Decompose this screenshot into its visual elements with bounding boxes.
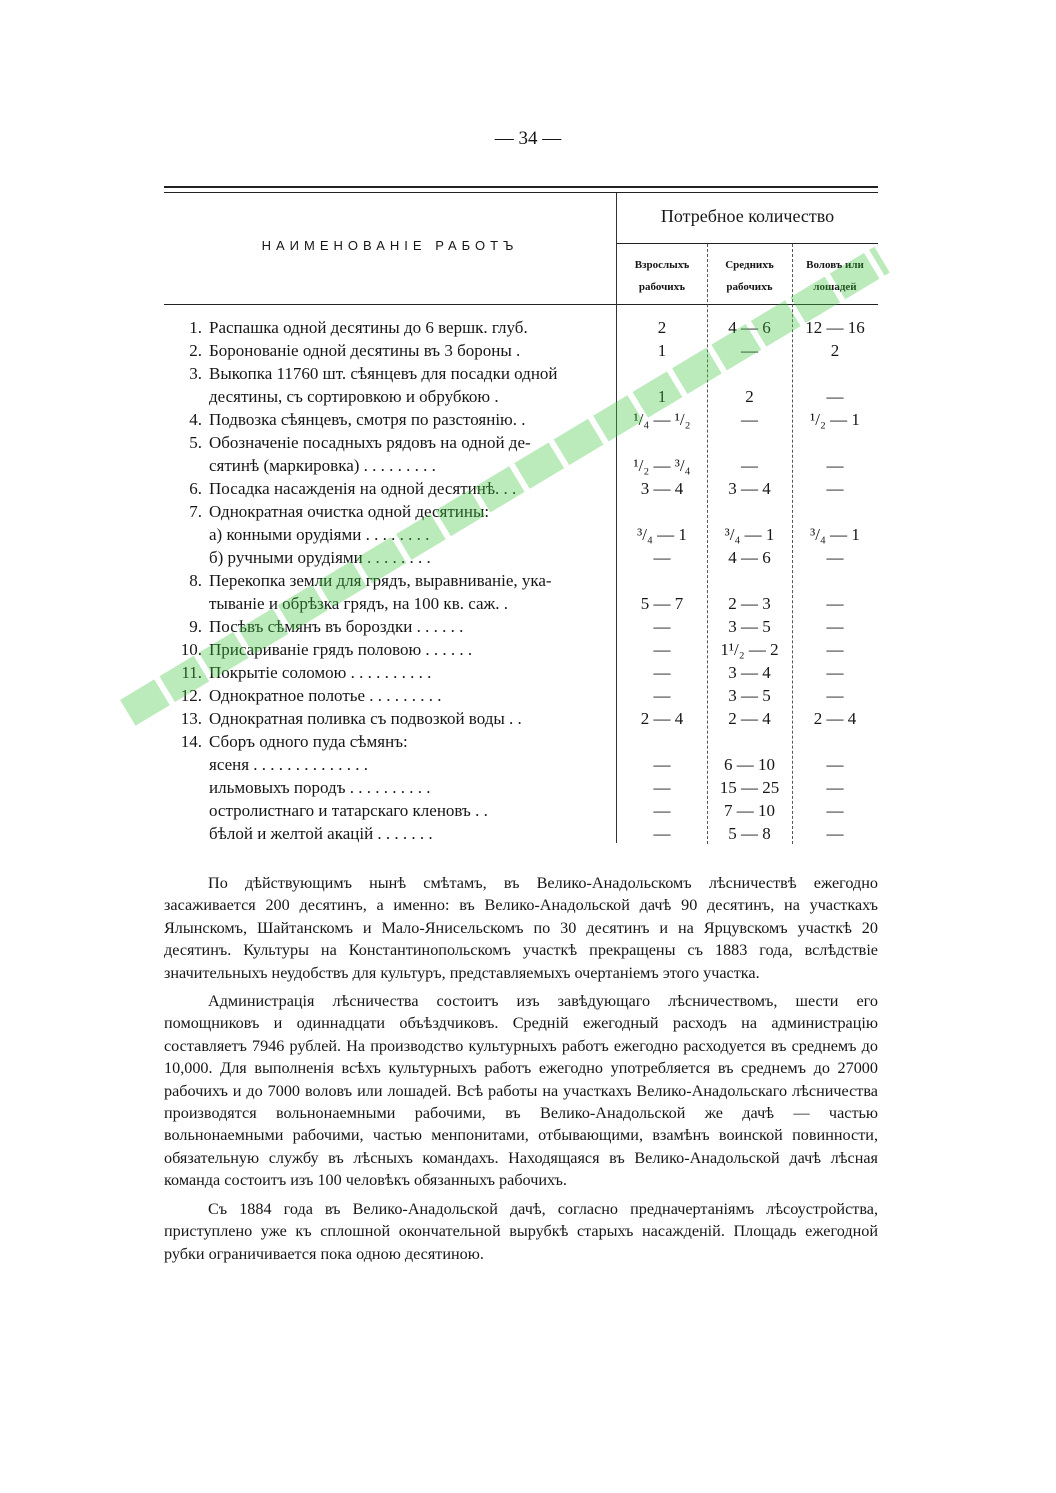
work-name-header: НАИМЕНОВАНІЕ РАБОТЪ [261, 238, 519, 253]
table-row [0, 339, 1056, 362]
oxen-horses-value: — [826, 663, 844, 682]
oxen-horses-header: Воловъ или лошадей [806, 259, 864, 293]
table-row [0, 776, 1056, 799]
table-row [0, 707, 1056, 730]
oxen-horses-value: — [826, 778, 844, 797]
adult-workers-value: 2 — 4 [640, 709, 684, 728]
table-row [0, 753, 1056, 776]
row-number: 11. [181, 663, 202, 682]
oxen-horses-value: — [826, 824, 844, 843]
adult-workers-value: — [653, 755, 671, 774]
middle-workers-value: 15 — 25 [719, 778, 780, 797]
work-name: Присариваніе грядъ половою . . . . . . [209, 640, 473, 659]
middle-workers-header: Среднихъ рабочихъ [725, 259, 774, 293]
paragraph: По дѣйствующимъ нынѣ смѣтамъ, въ Велико-Анадольскомъ лѣсничествѣ ежегодно засаживается 200 десятинъ, а именно: въ Велико-Анадольской дачѣ 90 десятинъ, на участкахъ Ялынскомъ, Шайтанскомъ и Мало-Янисельскомъ по 30 десятинъ и на Ярцувскомъ участкѣ 20 десятинъ. Культуры на Константинопольскомъ участкѣ прекращены съ 1883 года, вслѣдствіе значительныхъ неудобствъ для культуръ, представляемыхъ очертаніемъ этого участка. [164, 874, 878, 982]
middle-workers-value: 2 [745, 387, 754, 406]
body-text [164, 872, 878, 1271]
adult-workers-value: — [653, 801, 671, 820]
adult-workers-value: 3 — 4 [640, 479, 684, 498]
middle-workers-value: — [741, 456, 758, 475]
row-number: 14. [180, 732, 202, 751]
paragraph: Администрація лѣсничества состоитъ изъ завѣдующаго лѣсничествомъ, шести его помощниковъ и одиннадцати объѣздчиковъ. Средній ежегодный расходъ на администрацію составляетъ 7946 рублей. На производство культурныхъ работъ ежегодно расходуется въ среднемъ до 10,000. Для выполненія всѣхъ культурныхъ работъ ежегодно употребляется въ среднемъ до 27000 рабочихъ и до 7000 воловъ или лошадей. Всѣ работы на участкахъ Велико-Анадольскаго лѣсничества производятся вольнонаемными рабочими, въ Велико-Анадольской же дачѣ — частью вольнонаемными рабочими, частью менпонитами, отбывающими, взамѣнъ воинской повинности, обязательную службу въ лѣсныхъ командахъ. Находящаяся въ Велико-Анадольской дачѣ лѣсная команда состоитъ изъ 100 человѣкъ обязанныхъ рабочихъ. [164, 992, 878, 1190]
work-name: ильмовыхъ породъ . . . . . . . . . . [209, 778, 431, 797]
adult-workers-value: — [653, 686, 671, 705]
row-number: 7. [189, 502, 202, 521]
table-row [0, 477, 1056, 500]
oxen-horses-value: 2 — 4 [813, 709, 857, 728]
row-number: 2. [189, 341, 202, 360]
paragraph: Съ 1884 года въ Велико-Анадольской дачѣ, согласно предначертаніямъ лѣсоустройства, приступлено уже къ сплошной окончательной вырубкѣ старыхъ насажденій. Площадь ежегодной рубки ограничивается пока одною десятиною. [164, 1199, 878, 1263]
adult-workers-header: Взрослыхъ рабочихъ [634, 259, 690, 293]
row-number: 10. [180, 640, 202, 659]
row-number: 9. [189, 617, 202, 636]
adult-workers-value: 2 [657, 318, 667, 337]
oxen-horses-value: 12 — 16 [805, 318, 865, 337]
page-number: — 34 — [494, 128, 562, 149]
adult-workers-value: — [653, 640, 671, 659]
oxen-horses-value: — [826, 755, 844, 774]
required-quantity-header: Потребное количество [660, 206, 835, 226]
table-row [0, 431, 1056, 454]
row-number: 6. [189, 479, 202, 498]
row-number: 1. [189, 318, 202, 337]
work-name: остролистнаго и татарскаго кленовъ . . [209, 801, 488, 820]
middle-workers-value: 4 — 6 [728, 548, 771, 567]
work-name: Посѣвъ сѣмянъ въ бороздки . . . . . . [209, 617, 464, 636]
row-number: 12. [180, 686, 202, 705]
work-name: Распашка одной десятины до 6 вершк. глуб. [209, 318, 528, 337]
adult-workers-value: — [653, 824, 671, 843]
table-top-rule-thin [164, 192, 878, 193]
work-name: Покрытіе соломою . . . . . . . . . . [209, 663, 432, 682]
adult-workers-value: — [653, 778, 671, 797]
work-name: а) конными орудіями . . . . . . . . [209, 525, 430, 544]
adult-workers-value: 1 [657, 387, 667, 406]
table-body [0, 316, 1056, 845]
oxen-horses-value: — [826, 801, 844, 820]
middle-workers-value: 3 — 5 [728, 686, 771, 705]
table-row [0, 615, 1056, 638]
middle-workers-value: 2 — 3 [728, 594, 771, 613]
work-name: Однократная очистка одной десятины: [209, 502, 490, 521]
middle-workers-value: 6 — 10 [724, 755, 775, 774]
adult-workers-value: — [653, 548, 671, 567]
adult-workers-value: — [653, 617, 671, 636]
middle-workers-value: 7 — 10 [724, 801, 775, 820]
work-name: Однократное полотье . . . . . . . . . [209, 686, 442, 705]
table-row [0, 592, 1056, 615]
oxen-horses-value: — [826, 686, 844, 705]
row-number: 4. [189, 410, 202, 429]
work-name: десятины, съ сортировкою и обрубкою . [209, 387, 499, 406]
middle-workers-value: 3 — 4 [728, 479, 771, 498]
adult-workers-value: ³/₄ — 1 [637, 525, 687, 544]
work-name: Перекопка земли для грядъ, выравниваніе, ука- [209, 571, 552, 590]
table-row [0, 500, 1056, 523]
work-name: Обозначеніе посадныхъ рядовъ на одной де- [209, 433, 531, 452]
table-row [0, 546, 1056, 569]
table-row [0, 730, 1056, 753]
table-row [0, 316, 1056, 339]
work-name: сятинѣ (маркировка) . . . . . . . . . [209, 456, 436, 475]
table-row [0, 799, 1056, 822]
middle-workers-value: 4 — 6 [728, 318, 771, 337]
table-row [0, 385, 1056, 408]
middle-workers-value: 5 — 8 [728, 824, 771, 843]
table-row [0, 661, 1056, 684]
table-row [0, 569, 1056, 592]
table-row [0, 523, 1056, 546]
adult-workers-value: 1 [657, 341, 667, 360]
adult-workers-value: 5 — 7 [640, 594, 684, 613]
work-name: ясеня . . . . . . . . . . . . . . [209, 755, 369, 774]
work-name: Посадка насажденія на одной десятинѣ. . . [209, 479, 517, 498]
middle-workers-value: ³/₄ — 1 [724, 525, 775, 544]
work-name: бѣлой и желтой акацій . . . . . . . [209, 824, 433, 843]
row-number: 5. [189, 433, 202, 452]
table-row [0, 408, 1056, 431]
work-name: Однократная поливка съ подвозкой воды . . [209, 709, 522, 728]
oxen-horses-value: — [826, 594, 844, 613]
oxen-horses-value: — [826, 617, 844, 636]
table-top-rule [164, 186, 878, 188]
oxen-horses-value: — [826, 548, 844, 567]
middle-workers-value: 3 — 4 [728, 663, 771, 682]
oxen-horses-value: ³/₄ — 1 [810, 525, 860, 544]
subheader-rule [617, 243, 878, 244]
oxen-horses-value: 2 [830, 341, 840, 360]
table-row [0, 822, 1056, 845]
table-row [0, 638, 1056, 661]
middle-workers-value: — [741, 410, 758, 429]
oxen-horses-value: — [826, 456, 844, 475]
oxen-horses-value: ¹/₂ — 1 [810, 410, 860, 429]
oxen-horses-value: — [826, 479, 844, 498]
work-name: Подвозка сѣянцевъ, смотря по разстоянію. . [209, 410, 526, 429]
middle-workers-value: — [741, 341, 758, 360]
work-name: тываніе и обрѣзка грядъ, на 100 кв. саж. . [209, 594, 509, 613]
adult-workers-value: ¹/₄ — ¹/₂ [633, 410, 691, 429]
table-row [0, 362, 1056, 385]
row-number: 13. [180, 709, 202, 728]
adult-workers-value: — [653, 663, 671, 682]
table-header-rule [164, 304, 878, 305]
work-name: б) ручными орудіями . . . . . . . . [209, 548, 431, 567]
oxen-horses-value: — [826, 387, 844, 406]
work-name: Выкопка 11760 шт. сѣянцевъ для посадки одной [209, 364, 558, 383]
table-row [0, 454, 1056, 477]
work-name: Боронованіе одной десятины въ 3 бороны . [209, 341, 521, 360]
middle-workers-value: 2 — 4 [728, 709, 771, 728]
row-number: 3. [189, 364, 202, 383]
middle-workers-value: 3 — 5 [728, 617, 771, 636]
adult-workers-value: ¹/₂ — ³/₄ [633, 456, 691, 475]
row-number: 8. [189, 571, 202, 590]
work-name: Сборъ одного пуда сѣмянъ: [209, 732, 408, 751]
table-row [0, 684, 1056, 707]
oxen-horses-value: — [826, 640, 844, 659]
middle-workers-value: 1¹/₂ — 2 [720, 640, 779, 659]
